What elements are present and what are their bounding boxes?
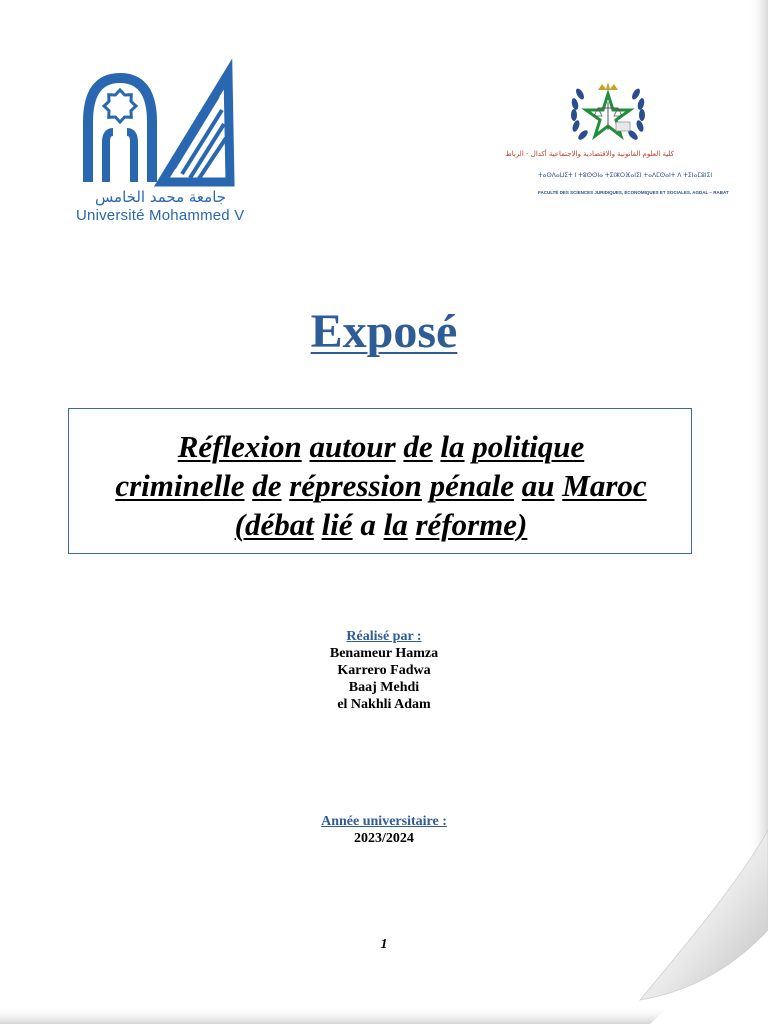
academic-year-block (0, 813, 768, 847)
subject-word: a (360, 507, 376, 542)
faculty-name-arabic: كلية العلوم القانونية والاقتصادية والاجتماعية أكدال - الرباط (505, 150, 674, 158)
subject-word: réforme) (415, 507, 528, 542)
subject-line (69, 427, 693, 466)
subject-word: la (383, 507, 408, 542)
subject-word: pénale (429, 468, 515, 503)
academic-year-value: 2023/2024 (354, 831, 414, 846)
subject-word: au (521, 468, 555, 503)
university-name-french: Université Mohammed V (76, 207, 245, 224)
author-name: Baaj Mehdi (348, 680, 420, 695)
author-name: Karrero Fadwa (337, 663, 431, 678)
faculty-logo (505, 80, 729, 210)
subject-box (68, 408, 692, 554)
university-emblem-icon (78, 70, 246, 190)
subject-line (69, 505, 693, 544)
subject-line (69, 466, 693, 505)
subject-word: de (252, 468, 282, 503)
subject-word: la (440, 429, 465, 464)
subject-title (69, 427, 693, 544)
university-logo (78, 70, 246, 230)
faculty-name-tifinagh: ⵜⴰⵙⴷⴰⵡⵉⵜ ⵏ ⵜⵓⵙⵙⵏⴰ ⵜⵉⵏⵣⵔⴼⴰⵏⵉⵏ ⵜⴰⴷⵎⵙⴰⵏⵜ ⴷ ⵜⵉⵏⴰⵎⵓⵏⵉⵏ (538, 172, 713, 179)
subject-word: autour (309, 429, 396, 464)
authors-label: Réalisé par : (346, 629, 422, 644)
page-title: Exposé (310, 305, 458, 358)
subject-word: Maroc (562, 468, 647, 503)
faculty-name-french: FACULTÉ DES SCIENCES JURIDIQUES, ÉCONOMIQUES ET SOCIALES, AGDAL – RABAT (538, 190, 729, 195)
academic-year-label: Année universitaire : (321, 814, 447, 829)
author-name: el Nakhli Adam (337, 697, 431, 712)
subject-word: (débat (234, 507, 314, 542)
subject-word: Réflexion (177, 429, 302, 464)
subject-word: criminelle (115, 468, 245, 503)
university-name-arabic: جامعة محمد الخامس (94, 188, 227, 206)
author-name: Benameur Hamza (329, 646, 439, 661)
authors-block (0, 628, 768, 713)
page-number: 1 (380, 937, 388, 952)
subject-word: de (403, 429, 433, 464)
faculty-emblem-icon (538, 80, 678, 148)
subject-word: répression (289, 468, 422, 503)
subject-word: politique (472, 429, 585, 464)
subject-word: lié (321, 507, 353, 542)
